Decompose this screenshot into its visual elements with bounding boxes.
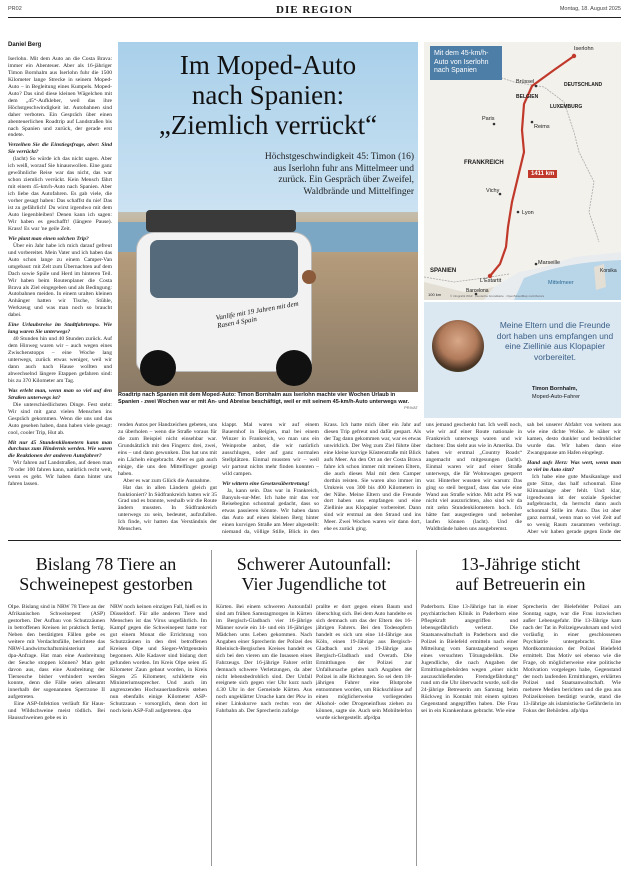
article-paragraph: 40 Stunden hin und 40 Stunden zurück. Auf dem Hinweg waren wir – auch wegen eines Zwischenstopps – eine Woche lang unterwegs, zurück etwas weniger, weil wir dann auch nach Hause wollten und abwechselnd längere Etappen gefahren sind: bis zu 370 Kilometer am Tag. [8, 336, 112, 384]
roof-tent [146, 210, 296, 232]
map-scale: 100 km [428, 292, 442, 297]
article-schweinepest-col-b: NRW noch keinen einzigen Fall, hieß es in Düsseldorf. Für alle anderen Tiere und Menschen ist das Virus ungefährlich. Im Kampf gegen die Schweinepest hatte vor gut einem Monat die Errichtung von Schutzzäunen in den drei betroffenen Kreisen Olpe und Siegen-Wittgenstein begonnen. Alle Kadaver sind bislang dort gefunden worden. Im Kreis Olpe seien 45 Kilometer Zaun gebaut worden, in Kreis Siegen 25 Kilometer, schilderte ein Ministeriumssprecher. Und auch im angrenzenden Hochsauerlandkreis stehen nun ebenfalls einige Kilometer ASP-Schutzzaun - vorsorglich, denn dort ist noch kein ASP-Fall aufgetreten. dpa [110, 604, 207, 715]
marseille-dot [535, 263, 538, 266]
author-name: Daniel Berg [8, 42, 42, 48]
article-column-6 [527, 422, 621, 534]
map-label-reims: Reims [534, 124, 550, 130]
map-label-mittelmeer: Mittelmeer [548, 280, 574, 286]
interview-question: Verzeihen Sie die Einstiegsfrage, aber: Sind Sie verrückt? [8, 142, 112, 156]
interview-question: Wir wittern eine Gesetzesübertretung! [222, 480, 310, 487]
interview-question: Wie plant man einen solchen Trip? [8, 235, 89, 242]
article-autounfall-title: Schwerer Autounfall: Vier Jugendliche tot [236, 554, 392, 594]
paris-dot [493, 123, 496, 126]
map-label-marseille: Marseille [538, 260, 561, 266]
article-paragraph: Aber es war zum Glück die Ausnahme. [123, 477, 211, 484]
photo-caption: Roadtrip nach Spanien mit dem Moped-Auto: Timon Bornhalm aus Iserlohn machte vier Wochen Urlaub in Spanien - zwei Wochen war er mit An- und Abreise beschäftigt, weil er mit seinem 45-km/h-Auto unterwegs war. PRIVAT [118, 392, 418, 411]
side-wheel [276, 350, 312, 386]
article-paragraph: Ich habe eine gute Musikanlage und gute Sitze, das half schonmal. Eine Klimaanlage aber fehlt. Und: klar, irgendwann ist der soziale Speicher aufgebraucht, da herrscht dann auch schonmal Stille im Auto. Das ist aber ganz normal, wenn man so viel Zeit auf so wenig Raum zusammen verbringt. Aber wir haben gerade gegen Ende der [527, 473, 621, 534]
article-column-3 [222, 422, 319, 534]
map-label-lyon: Lyon [522, 210, 534, 216]
article-autounfall-col-b: prallte er dort gegen einen Baum und überschlug sich. Bei dem Auto handelte es sich demnach um das der Eltern des 16-jährigen Fahrers. Bei den Todesopfern handelt es sich um eine 14-Jährige aus Köln, einen 19-Jährige aus Bergisch-Gladbach und zwei 19-Jährige aus Bergisch-Gladbach und Overath. Die Ermittlungen der Polizei zur Unfallursache gehen nach Angaben der Polizei in alle Richtungen. So sei dem 18-jährigen Fahrer eine Blutprobe entnommen worden, um Rückschlüsse auf einen möglicherweise vorliegenden Alkohol- oder Drogeneinfluss ziehen zu können, sagte sie. Auch sein Mobiltelefon wurde sichergestellt. afp/dpa [316, 604, 412, 722]
map-label-korsika: Korsika [600, 268, 617, 274]
article-paragraph: renden Autos per Handzeichen gebeten, uns zu überholen – wenn die Straße voraus für die zum Beispiel nicht einsehbar war. Grundsätzlich mit den Fingern: drei, zwei, eins – und dann gewunken. Das hat uns mit ein Lächeln eingebracht. Aber es gab auch einige, die uns den Mittelfinger gezeigt haben. [118, 422, 217, 477]
section-title: DIE REGION [276, 4, 353, 16]
distance-label: 1411 km [528, 170, 557, 178]
article-paragraph: Ja, kann sein. Das war in Frankreich, Banyuls-sur-Mer. Ich habe mir das vor Reisebeginn schonmal gedacht, dass so etwas passieren könnte. Wir haben dann das Auto auf einen kleinen Berg hinter einen kurvigen Straße am Meer abgestellt: niemand da, völlige Stille, Blick in den [222, 487, 319, 534]
issue-date: Montag, 18. August 2025 [559, 6, 621, 12]
article-paragraph: uns jemand geschenkt hat. Ich weiß noch, wie wir auf einer Route nationale in Frankreich unterwegs waren und wir dachten: Das sieht aus wie in Amerika. Da haben wir erstmal „Country Roads“ angemacht und mitgesungen (lacht). Einmal waren wir auf einer Straße unterwegs, die für Wohnwagen gesperrt war. Hinterher wussten wir warum: Das ging so steil bergauf, dass das wie eine Wand aus Straße wirkte. Mit acht PS war nicht viel auszurichten, also sind wir da mit zehn Stundenkilometern hoch. Ich hätte fast ausgestiegen und nebenher laufen können (lacht). Und die Waldbrände haben uns ausgebremst. [426, 422, 522, 533]
front-wheel [140, 350, 176, 386]
lyon-dot [517, 211, 520, 214]
article-paragraph: Wir fahren auf Landstraßen, auf denen man 70 oder 100 fahren kann, natürlich recht weit, wenn es geht. Wir haben dann hinter uns fahren lassen. [8, 460, 112, 488]
map-label-spanien: SPANIEN [430, 268, 457, 274]
map-label-luxemburg: LUXEMBURG [550, 104, 583, 110]
section-divider [8, 540, 621, 541]
map-copyright: © infografik WAZ · Deutsche Grundkarte · OpenStreetMap contributors [450, 294, 545, 298]
article-paragraph: Über ein Jahr habe ich mich darauf gefreut und vorbereitet. Mein Vater und ich haben das Auto schon lange zu einem Camper-Van umgebaut: mit Zelt zum Übernachten auf dem Dach sowie Spüle und Herd im hinteren Teil. Wir haben beim Routenplaner die Costa Brava als Ziel eingegeben und als Bedingung: Autobahnen meiden. In einem uralten kleinen Anhänger hatten wir Tische, Stühle, Werkzeug und was man noch so braucht dabei. [8, 242, 112, 319]
article-autounfall-col-a: Kürten. Bei einem schweren Autounfall sind am frühen Samstagmorgen in Kürten im Bergisch-Gladbach vier 16-jährige Männer sowie ein 14- und ein 16-jähriges Mädchen ums Leben gekommen. Nach Angaben einer Sprecherin der Polizei des Rheinisch-Bergischen Kreises handelt es sich bei den vieren um die Insassen eines Fahrzeugs. Der 16-jährige Fahrer erlitt demnach schwere Verletzungen, da aber nicht lebensbedrohlich sind. Der Unfall ereignete sich gegen vier Uhr kurz nach 4.30 Uhr in der Gemeinde Kürten. Aus noch ungeklärter Ursache kam der Pkw in einer Linkskurve nach rechts von der Fahrbahn ab. Der Sprecherin zufolge [216, 604, 312, 715]
interview-question: Mit nur 45 Stundenkilometern kann man durchaus zum Hindernis werden. Wie waren die Reaktionen der anderen Autofahrer? [8, 439, 112, 460]
windshield [150, 240, 298, 298]
quote-name: Timon Bornhalm, [532, 386, 578, 392]
article-column-2 [118, 422, 217, 534]
page-number: PR02 [8, 6, 22, 12]
map-label-paris: Paris [482, 116, 495, 122]
quote-role: Moped-Auto-Fahrer [532, 394, 580, 400]
interview-question: Was erlebt man, wenn man so viel auf den Straßen unterwegs ist? [8, 387, 112, 401]
article-13jaehrige-col-a: Paderborn. Eine 13-Jährige hat in einer psychiatrischen Klinik in Paderborn eine Pflegekraft angegriffen und lebensgefährlich verletzt. Die Staatsanwaltschaft in Paderborn und die Polizei in Bielefeld ermitteln nach einer Mitteilung vom Samstagabend wegen eines versuchten Tötungsdelikts. Die Jugendliche, die nach Angaben der Ermittlungsbehörden wegen „einer nicht auszuschließenden Fremdgefährdung“ rund um die Uhr überwacht wurde, soll die 24-jährige Betreuerin am Samstag beim Rückweg in Kontakt mit einem spitzen Gegenstand angegriffen haben. Die Frau sei in ein Krankenhaus gebracht. Wie eine [421, 604, 518, 715]
column-separator [211, 550, 212, 866]
map-label-vichy: Vichy [486, 188, 500, 194]
bruessel-dot [535, 85, 538, 88]
interview-question: Hand aufs Herz: Was wert, wenn man so viel im Auto sitzt? [527, 459, 621, 473]
article-paragraph: Iserlohn. Mit dem Auto an die Costa Brava: immer ein Abenteuer. Aber als 16-jähriger Timon Bornhalm aus Iserlohn fuhr die 1500 Kilometer lange Strecke in seinem Moped-Auto – in Begleitung eines Kumpels. Moped-Auto? Das sind diese kleinen Wägelchen mit dem „45“-Aufkleber, weil das ihre Höchstgeschwindigkeit ist. Autobahnen sind daher verboten. Ein Gespräch über einen abenteuerlichen Roadtrip auf Landstraßen bis nach Spanien und zurück, der gerade erst endete. [8, 56, 112, 139]
article-paragraph: klappt. Mal waren wir auf einem Bauernhof in Belgien, mal bei einem Winzer in Frankreich, wo man uns ein Weinprobe anbot, die wir natürlich ausschlugen, oder auf ganz normalen Stellplätzen. Einmal mussten wir – weil wir partout nichts mehr finden konnten – wild campen. [222, 422, 319, 477]
portrait-photo [432, 320, 484, 372]
hero-photo [118, 42, 418, 392]
map-label-lestartit: L'Estartit [480, 278, 502, 284]
map-label-deutschland: DEUTSCHLAND [564, 82, 603, 88]
route-map [424, 42, 621, 300]
map-label-bruessel: Brüssel [516, 79, 535, 85]
article-schweinepest-col-a: Olpe. Bislang sind in NRW 78 Tiere an der Afrikanischen Schweinepest (ASP) gestorben. Der Aufbau von Schutzzäunen in betroffenen Kreisen ist praktisch fertig. Neben den bestätigten Fällen gebe es weitere mit Verdachtsfälle, berichtete das NRW-Landwirtschaftsministerium auf dpa-Anfrage. Hat man eine Ausbreitung der Seuche stoppen können? Man geht davon aus, dass eine Ausbreitung der Tierseuche bisher verhindert werden konnte, denn die Fälle seien allesamt innerhalb der sogenannten Sperrzone II aufgetreten. Eine ASP-Infektion verläuft für Haus- und Wildschweine meist tödlich. Bei Hausschweinen gebe es in [8, 604, 105, 722]
article-paragraph: Krass. Ich hatte mich über ein Jahr auf diesen Trip gefreut und dafür gespart. Als der Tag dann gekommen war, war es etwas unwirklich. Der Weg zum Ziel führte über eine kleine kurvige Küstenstraße mit Blick aufs Meer. An den Ort an der Costa Brava fahre ich schon immer mit meinen Eltern, die auch dieses Mal mit dem Camper dorthin reisten. Sie waren also immer im Umkreis von 300 bis 400 Kilometern in der Nähe. Meine Eltern und die Freunde dort haben uns empfangen und eine Ziellinie aus Klopapier vorbereitet. Dann sind wir erstmal an den Strand und ins Meer. Zwei Wochen waren wir dann dort, ehe es zurück ging. [324, 422, 421, 533]
map-label-belgien: BELGIEN [516, 94, 539, 100]
map-title: Mit dem 45-km/h-Auto von Iserlohn nach Spanien [430, 46, 502, 80]
article-13jaehrige-title: 13-Jährige sticht auf Betreuerin ein [455, 554, 586, 594]
article-paragraph: Die unterschiedlichsten Dinge. Fest steht: Wir sind mit ganz vielen Menschen ins Gespräch gekommen. Wenn die uns und das Auto gesehen haben, dann haben viele gesagt: cool, cooler Trip, Hut ab. [8, 401, 112, 436]
photo-credit: PRIVAT [404, 405, 418, 411]
moped-car [136, 210, 316, 388]
main-headline: Im Moped-Auto nach Spanien: „Ziemlich verrückt“ [158, 50, 378, 140]
article-column-5 [426, 422, 522, 534]
article-paragraph: (lacht) So würde ich das nicht sagen. Aber ich weiß, worauf Sie hinauswollen. Eine ganz gewöhnliche Reise war das nicht, das war schon ziemlich verrückt. Kein Mensch fährt mit einem 45-km/h-Auto nach Spanien. Aber ich liebe das Autofahren. Es gab viele, die vorher gesagt haben: Das schaffst du nie! Das ist zu gefährlich! Du wirst irgendwo mit dem Auto liegenbleiben! Denen kann ich sagen: Wir haben es geschafft! (längere Pause). Krass! Es war 'ne geile Zeit. [8, 156, 112, 232]
map-label-frankreich: FRANKREICH [464, 160, 504, 166]
reims-dot [531, 121, 534, 124]
quote-box [424, 302, 621, 418]
car-lettering: Vanlife mit 19 Jahren mit dem Rasen 4 Spain [215, 299, 300, 330]
driver-head [302, 270, 316, 284]
article-13jaehrige-col-b: Sprecherin der Bielefelder Polizei am Sonntag sagte, war die Frau inzwischen außer Lebensgefahr. Die 13-Jährige kam nach der Tat in Polizeigewahrsam und wird vorläufig in einer geschlossenen Psychiatrie untergebracht. Eine Mordkommission der Polizei Bielefeld ermittelt. Das Motiv sei ebenso wie die Frage, ob möglicherweise eine politische Motivation vorgelegen habe, Gegenstand der noch laufenden Ermittlungen, erklärten Polizei und Staatsanwaltschaft. Wie mehrere Medien berichten und die gea aus Polizeikreisen bestätigt wurde, stand die 13-Jährige als islamistische Gefährderin im Fokus der Behörden. afp/dpa [523, 604, 621, 715]
article-paragraph: Hat das in allen Ländern gleich gut funktioniert? In Südfrankreich hatten wir 35 Grad und es brannte, weshalb wir die Route ändern mussten. In Südfrankreich unterwegs zu sein, bedeutet, aufzufallen. Ich finde, wir hatten das Verständnis der Menschen. [118, 484, 217, 533]
map-label-iserlohn: Iserlohn [574, 46, 594, 52]
header-rule [8, 17, 621, 18]
map-label-barcelona: Barcelona [466, 288, 489, 294]
quote-text: Meine Eltern und die Freunde dort haben uns empfangen und eine Ziellinie aus Klopapier vorbereitet. [496, 320, 614, 362]
article-schweinepest-title: Bislang 78 Tiere an Schweinepest gestorben [19, 554, 193, 594]
article-column-4 [324, 422, 421, 534]
column-separator-2 [416, 550, 417, 866]
sub-headline: Höchstgeschwindigkeit 45: Timon (16) aus Iserlohn fuhr ans Mittelmeer und zurück. Ein Gespräch über Zweifel, Waldbrände und Mittelfinger [264, 152, 414, 197]
interview-question: Eine Urlaubsreise im Stadtfahrtenpo. Wie lang waren Sie unterwegs? [8, 322, 112, 336]
article-column-1 [8, 56, 112, 534]
article-paragraph: sah bei unserer Abfahrt von weitem aus wie eine dichte Wolke. Je näher wir kamen, desto dunkler und bedrohlicher wurde das. Wir haben dann eine Zwangspause am Hafen eingelegt. [527, 422, 621, 456]
iserlohn-dot [572, 54, 576, 58]
